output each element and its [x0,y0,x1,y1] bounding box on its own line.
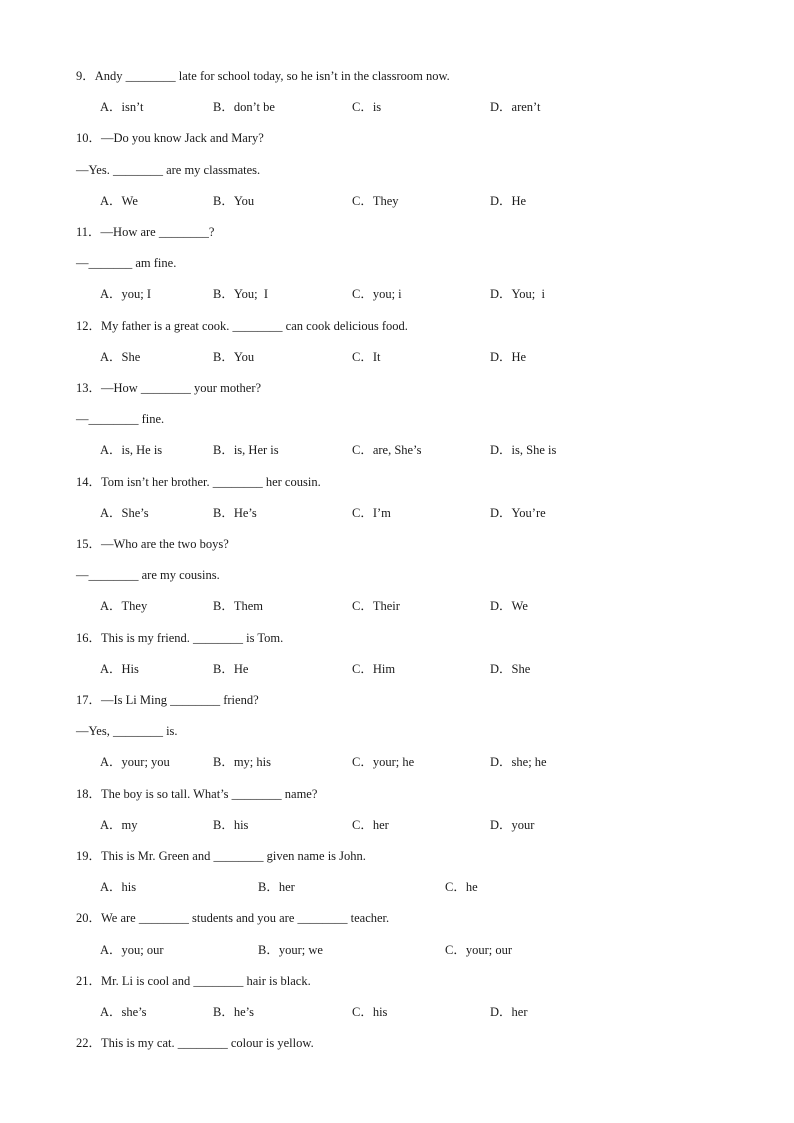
answer-option: A．We [100,193,138,208]
answer-option: A．you; I [100,287,152,302]
question-stem: 18．The boy is so tall. What’s ________ name? [76,786,318,801]
answer-options [76,193,776,209]
answer-option: A．his [100,880,137,895]
answer-option: B．He [213,661,249,676]
question-reply-line: —Yes. ________ are my classmates. [76,162,261,177]
question-stem: 19．This is Mr. Green and ________ given name is John. [76,849,366,863]
answer-option: A．you; our [100,942,164,957]
question-reply-line: —_______ am fine. [76,256,177,271]
answer-options [76,286,776,302]
answer-options [76,442,776,458]
answer-option: C．Him [352,661,396,676]
question-stem: 12．My father is a great cook. ________ can cook delicious food. [76,318,408,333]
answer-options [76,598,776,614]
question-stem: 10．—Do you know Jack and Mary? [76,131,264,146]
answer-options [76,349,776,365]
answer-options [76,505,776,521]
answer-option: B．He’s [213,505,257,520]
question-stem: 22．This is my cat. ________ colour is yellow. [76,1036,314,1051]
answer-option: D．We [490,599,528,614]
answer-option: D．You’re [490,505,546,520]
answer-options [76,754,776,770]
answer-option: A．isn’t [100,100,144,115]
answer-options [76,942,776,958]
answer-option: B．your; we [258,942,323,957]
answer-option: D．He [490,193,527,208]
answer-option: D．is, She is [490,443,557,458]
answer-option: D．You; i [490,287,545,302]
answer-options [76,879,776,895]
question-stem: 14．Tom isn’t her brother. ________ her cousin. [76,474,321,489]
answer-option: B．her [258,880,295,895]
question-stem: 15．—Who are the two boys? [76,537,229,551]
answer-option: B．You; I [213,287,268,302]
question-stem: 9．Andy ________ late for school today, so he isn’t in the classroom now. [76,69,450,83]
answer-option: C．It [352,349,381,364]
answer-option: A．His [100,661,139,676]
answer-option: A．is, He is [100,443,163,458]
question-stem: 16．This is my friend. ________ is Tom. [76,630,284,645]
answer-option: C．Their [352,599,400,614]
answer-option: B．my; his [213,755,271,770]
answer-option: C．his [352,1005,388,1019]
answer-option: B．don’t be [213,100,275,115]
answer-options [76,817,776,833]
answer-option: C．her [352,817,389,832]
answer-option: C．is [352,100,382,115]
answer-option: D．He [490,349,527,364]
question-stem: 11．—How are ________? [76,225,215,239]
answer-option: A．She [100,349,141,364]
answer-option: D．She [490,661,531,676]
answer-option: D．your [490,817,535,832]
answer-option: C．your; he [352,755,415,770]
answer-option: A．She’s [100,505,149,520]
answer-option: B．is, Her is [213,443,279,458]
answer-option: C．I’m [352,505,391,520]
answer-options [76,99,776,115]
question-reply-line: —________ fine. [76,412,165,427]
answer-option: A．They [100,599,148,614]
answer-option: B．he’s [213,1005,254,1019]
question-reply-line: —________ are my cousins. [76,568,220,583]
answer-options [76,1004,776,1020]
question-stem: 21．Mr. Li is cool and ________ hair is black. [76,973,311,988]
question-stem: 17．—Is Li Ming ________ friend? [76,693,259,707]
answer-option: C．They [352,193,399,208]
answer-option: D．she; he [490,755,547,770]
answer-option: D．her [490,1005,528,1019]
answer-option: B．Them [213,599,263,614]
answer-option: C．he [445,880,478,895]
answer-option: D．aren’t [490,100,541,115]
answer-option: A．your; you [100,755,170,770]
question-reply-line: —Yes, ________ is. [76,724,178,739]
answer-option: B．his [213,817,249,832]
answer-option: C．are, She’s [352,443,422,458]
answer-option: C．your; our [445,942,513,957]
answer-option: A．my [100,817,138,832]
answer-option: B．You [213,349,255,364]
question-stem: 20．We are ________ students and you are ________ teacher. [76,911,390,926]
answer-option: B．You [213,193,255,208]
answer-option: A．she’s [100,1005,147,1019]
question-stem: 13．—How ________ your mother? [76,381,262,395]
answer-option: C．you; i [352,287,402,302]
answer-options [76,661,776,677]
